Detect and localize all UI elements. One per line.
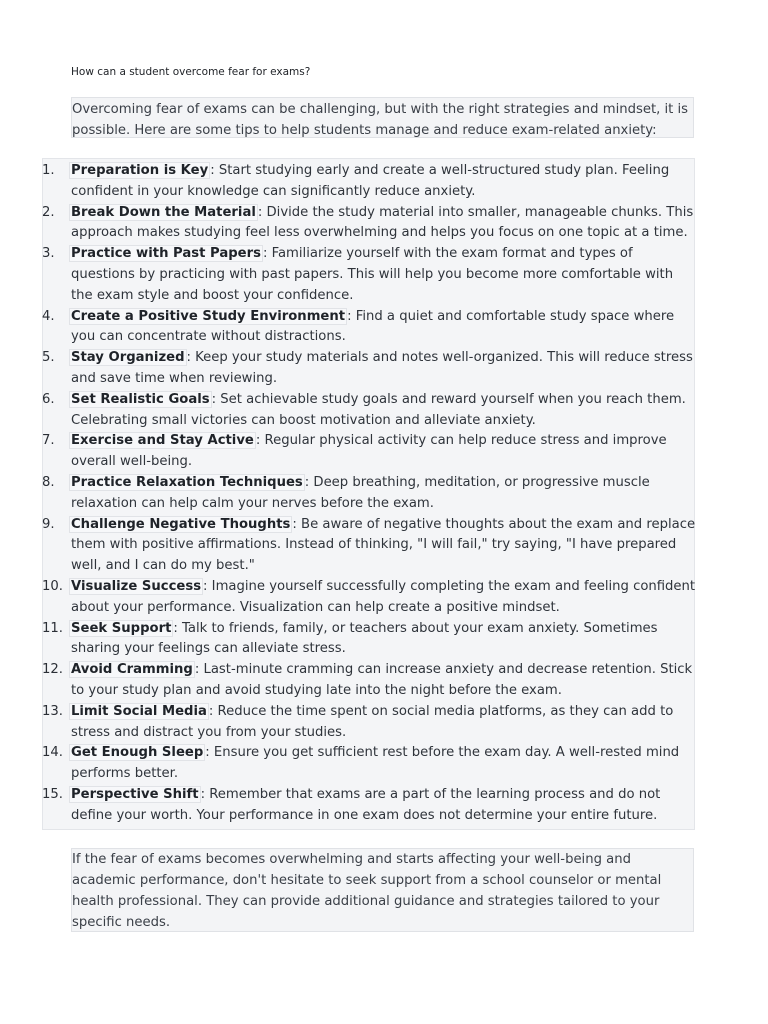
list-item-body — [71, 161, 696, 203]
list-item-text: : Remember that exams are a part of the learning process and do not define your worth. Your performance in one exam does not determine your entire future. — [71, 786, 661, 823]
list-item-body — [71, 743, 696, 785]
list-item-number: 7. — [42, 433, 55, 449]
list-item-body — [71, 577, 696, 619]
list-item-number: 4. — [42, 308, 55, 324]
list-item-number: 10. — [42, 578, 63, 594]
list-item — [0, 660, 768, 702]
list-item — [0, 348, 768, 390]
list-item-number: 12. — [42, 662, 63, 678]
list-item-title: Challenge Negative Thoughts — [71, 516, 291, 532]
tips-list — [0, 161, 768, 827]
list-item — [0, 203, 768, 245]
list-item-title: Create a Positive Study Environment — [71, 308, 346, 324]
list-item-title: Exercise and Stay Active — [71, 433, 254, 449]
list-item-title: Perspective Shift — [71, 786, 199, 802]
list-item-body — [71, 619, 696, 661]
list-item-title: Set Realistic Goals — [71, 391, 210, 407]
list-item-body — [71, 702, 696, 744]
list-item — [0, 431, 768, 473]
list-item-number: 8. — [42, 474, 55, 490]
list-item-title: Practice with Past Papers — [71, 246, 261, 262]
list-item-number: 6. — [42, 391, 55, 407]
list-item-text: : Set achievable study goals and reward yourself when you reach them. Celebrating small victories can boost motivation and alleviate anxiety. — [71, 391, 686, 428]
list-item-number: 15. — [42, 786, 63, 802]
intro-paragraph: Overcoming fear of exams can be challenging, but with the right strategies and mindset, it is possible. Here are some tips to help students manage and reduce exam-related anxiety: — [71, 97, 694, 138]
list-item-body — [71, 390, 696, 432]
list-item-title: Limit Social Media — [71, 703, 207, 719]
list-item — [0, 743, 768, 785]
list-item-text: : Imagine yourself successfully completing the exam and feeling confident about your performance. Visualization can help create a positive mindset. — [71, 578, 696, 615]
list-item-title: Break Down the Material — [71, 204, 256, 220]
list-item-title: Preparation is Key — [71, 163, 209, 178]
list-item-text: : Start studying early and create a well-structured study plan. Feeling confident in your knowledge can significantly reduce anxiety. — [71, 163, 670, 199]
list-item-number: 5. — [42, 350, 55, 366]
list-item-body — [71, 431, 696, 473]
list-item-number: 1. — [42, 163, 55, 178]
list-item-text: : Be aware of negative thoughts about the exam and replace them with positive affirmations. Instead of thinking, "I will fail," try saying, "I have prepared well, and I can do my best." — [71, 516, 696, 574]
list-item — [0, 515, 768, 577]
list-item-body — [71, 348, 696, 390]
list-item-text: : Divide the study material into smaller, manageable chunks. This approach makes studying feel less overwhelming and helps you focus on one topic at a time. — [71, 204, 694, 241]
question-heading: How can a student overcome fear for exams? — [71, 66, 311, 78]
list-item-title: Stay Organized — [71, 350, 185, 366]
list-item — [0, 161, 768, 203]
list-item-number: 2. — [42, 204, 55, 220]
list-item-text: : Familiarize yourself with the exam format and types of questions by practicing with past papers. This will help you become more comfortable with the exam style and boost your confidence. — [71, 246, 674, 303]
list-item — [0, 785, 768, 827]
list-item-title: Get Enough Sleep — [71, 745, 204, 761]
list-item-text: : Last-minute cramming can increase anxiety and decrease retention. Stick to your study plan and avoid studying late into the night before the exam. — [71, 662, 693, 698]
list-item-number: 13. — [42, 703, 63, 719]
closing-paragraph: If the fear of exams becomes overwhelming and starts affecting your well-being and academic performance, don't hesitate to seek support from a school counselor or mental health professional. They can provide additional guidance and strategies tailored to your specific needs. — [71, 848, 694, 932]
list-item-text: : Talk to friends, family, or teachers about your exam anxiety. Sometimes sharing your feelings can alleviate stress. — [71, 620, 658, 657]
list-item-text: : Deep breathing, meditation, or progressive muscle relaxation can help calm your nerves before the exam. — [71, 474, 650, 511]
list-item-text: : Regular physical activity can help reduce stress and improve overall well-being. — [71, 433, 667, 470]
list-item-body — [71, 515, 696, 577]
list-item-title: Visualize Success — [71, 578, 202, 594]
list-item-body — [71, 660, 696, 702]
list-item-body — [71, 307, 696, 349]
list-item — [0, 307, 768, 349]
list-item-body — [71, 785, 696, 827]
list-item-body — [71, 203, 696, 245]
list-item — [0, 244, 768, 306]
list-item — [0, 702, 768, 744]
list-item-title: Avoid Cramming — [71, 662, 193, 678]
list-item-text: : Ensure you get sufficient rest before the exam day. A well-rested mind performs better. — [71, 745, 680, 782]
list-item-number: 14. — [42, 745, 63, 761]
list-item-body — [71, 244, 696, 306]
list-item-number: 9. — [42, 516, 55, 532]
list-item — [0, 473, 768, 515]
list-item-text: : Reduce the time spent on social media platforms, as they can add to stress and distract you from your studies. — [71, 703, 674, 740]
list-item — [0, 577, 768, 619]
list-item-body — [71, 473, 696, 515]
list-item-number: 3. — [42, 246, 55, 262]
list-item-title: Seek Support — [71, 620, 172, 636]
list-item-title: Practice Relaxation Techniques — [71, 474, 303, 490]
list-item-text: : Find a quiet and comfortable study space where you can concentrate without distractions. — [71, 308, 675, 345]
list-item — [0, 619, 768, 661]
list-item — [0, 390, 768, 432]
list-item-text: : Keep your study materials and notes well-organized. This will reduce stress and save time when reviewing. — [71, 350, 693, 386]
list-item-number: 11. — [42, 620, 63, 636]
